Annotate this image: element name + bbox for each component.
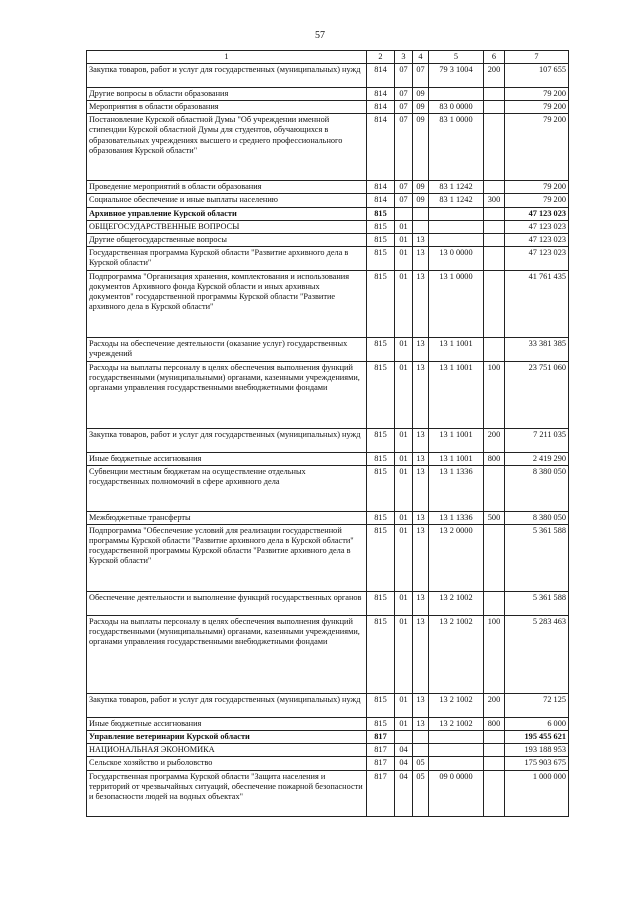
row-code-4-cell: 09 [413,114,429,181]
row-amount-cell: 41 761 435 [505,270,569,337]
row-code-6-cell [484,592,505,616]
table-row [87,220,569,233]
row-code-2-cell: 815 [367,465,395,511]
row-amount-cell: 8 380 050 [505,465,569,511]
budget-table [86,50,569,817]
row-code-5-cell [429,744,484,757]
row-code-2-cell: 814 [367,64,395,88]
row-code-3-cell: 01 [395,337,413,361]
row-amount-cell: 195 455 621 [505,731,569,744]
row-amount-cell: 5 361 588 [505,525,569,592]
row-code-2-cell: 815 [367,233,395,246]
row-name-cell: Иные бюджетные ассигнования [87,718,367,731]
row-code-2-cell: 815 [367,718,395,731]
row-code-5-cell: 13 1 1001 [429,452,484,465]
row-code-5-cell: 13 2 1002 [429,694,484,718]
column-header: 5 [429,51,484,64]
row-code-4-cell: 09 [413,194,429,207]
row-amount-cell: 79 200 [505,88,569,101]
row-code-4-cell [413,744,429,757]
row-code-2-cell: 814 [367,101,395,114]
row-code-3-cell: 04 [395,770,413,816]
row-code-2-cell: 815 [367,207,395,220]
row-code-3-cell: 01 [395,428,413,452]
table-row [87,101,569,114]
table-row [87,744,569,757]
row-code-3-cell [395,207,413,220]
row-code-4-cell: 13 [413,592,429,616]
row-name-cell: Архивное управление Курской области [87,207,367,220]
table-row [87,511,569,524]
row-code-5-cell: 83 0 0000 [429,101,484,114]
row-name-cell: Другие вопросы в области образования [87,88,367,101]
table-row [87,770,569,816]
row-amount-cell: 193 188 953 [505,744,569,757]
row-code-3-cell: 04 [395,757,413,770]
row-code-6-cell [484,114,505,181]
row-code-4-cell: 13 [413,718,429,731]
row-code-6-cell [484,465,505,511]
table-row [87,465,569,511]
table-row [87,361,569,428]
row-name-cell: Проведение мероприятий в области образования [87,181,367,194]
row-name-cell: Расходы на обеспечение деятельности (оказание услуг) государственных учреждений [87,337,367,361]
column-header: 2 [367,51,395,64]
table-row [87,246,569,270]
row-name-cell: НАЦИОНАЛЬНАЯ ЭКОНОМИКА [87,744,367,757]
table-row [87,525,569,592]
row-code-4-cell: 13 [413,511,429,524]
row-code-2-cell: 817 [367,757,395,770]
row-amount-cell: 47 123 023 [505,246,569,270]
row-name-cell: Другие общегосударственные вопросы [87,233,367,246]
row-code-5-cell: 13 2 1002 [429,718,484,731]
row-code-4-cell: 13 [413,233,429,246]
table-row [87,194,569,207]
column-header: 4 [413,51,429,64]
row-code-4-cell: 13 [413,246,429,270]
table-row [87,428,569,452]
row-name-cell: Межбюджетные трансферты [87,511,367,524]
row-code-3-cell: 01 [395,694,413,718]
row-code-5-cell: 83 1 1242 [429,181,484,194]
row-amount-cell: 5 361 588 [505,592,569,616]
row-amount-cell: 23 751 060 [505,361,569,428]
row-name-cell: Расходы на выплаты персоналу в целях обеспечения выполнения функций государственными (муниципальными) органами, казенными учреждениями, органами управления государственными внебюджетными фондами [87,361,367,428]
row-code-4-cell: 13 [413,361,429,428]
row-code-3-cell: 07 [395,64,413,88]
row-code-2-cell: 815 [367,525,395,592]
table-row [87,592,569,616]
row-code-2-cell: 817 [367,731,395,744]
table-row [87,114,569,181]
row-code-4-cell: 09 [413,181,429,194]
table-row [87,181,569,194]
row-code-5-cell: 13 1 0000 [429,270,484,337]
row-code-5-cell: 13 1 1336 [429,465,484,511]
row-code-4-cell: 05 [413,770,429,816]
row-code-3-cell: 01 [395,233,413,246]
row-code-3-cell: 07 [395,114,413,181]
table-row [87,731,569,744]
row-code-4-cell: 05 [413,757,429,770]
row-name-cell: Государственная программа Курской области "Защита населения и территорий от чрезвычайных ситуаций, обеспечение пожарной безопасности и безопасности людей на водных объектах" [87,770,367,816]
row-code-6-cell [484,757,505,770]
row-amount-cell: 79 200 [505,181,569,194]
row-name-cell: Подпрограмма "Обеспечение условий для реализации государственной программы Курской области "Развитие архивного дела в Курской области" государственной программы Курской области "Развитие архивного дела в Курской области" [87,525,367,592]
column-header: 1 [87,51,367,64]
row-code-4-cell: 13 [413,616,429,694]
row-code-5-cell [429,220,484,233]
row-code-6-cell: 500 [484,511,505,524]
row-code-3-cell: 01 [395,616,413,694]
row-code-2-cell: 814 [367,88,395,101]
row-code-5-cell [429,731,484,744]
row-code-4-cell: 13 [413,270,429,337]
column-header: 6 [484,51,505,64]
row-amount-cell: 47 123 023 [505,207,569,220]
row-code-5-cell: 13 2 1002 [429,616,484,694]
row-amount-cell: 79 200 [505,194,569,207]
row-code-2-cell: 815 [367,511,395,524]
row-name-cell: Закупка товаров, работ и услуг для государственных (муниципальных) нужд [87,64,367,88]
row-name-cell: ОБЩЕГОСУДАРСТВЕННЫЕ ВОПРОСЫ [87,220,367,233]
row-code-4-cell: 09 [413,101,429,114]
table-row [87,337,569,361]
row-code-4-cell: 13 [413,337,429,361]
row-code-5-cell [429,207,484,220]
row-code-4-cell: 13 [413,465,429,511]
row-code-2-cell: 817 [367,744,395,757]
row-code-3-cell [395,731,413,744]
row-code-3-cell: 01 [395,220,413,233]
row-code-6-cell: 100 [484,616,505,694]
row-code-6-cell: 100 [484,361,505,428]
row-code-3-cell: 01 [395,465,413,511]
row-code-3-cell: 01 [395,270,413,337]
row-amount-cell: 5 283 463 [505,616,569,694]
table-row [87,452,569,465]
row-amount-cell: 47 123 023 [505,220,569,233]
row-code-6-cell: 200 [484,694,505,718]
table-row [87,270,569,337]
row-code-4-cell: 07 [413,64,429,88]
row-code-3-cell: 07 [395,101,413,114]
row-code-4-cell [413,220,429,233]
row-name-cell: Постановление Курской областной Думы "Об учреждении именной стипендии Курской областной Думы для студентов, обучающихся в образовательных учреждениях высшего и среднего профессионального образования Курской области" [87,114,367,181]
row-code-6-cell [484,101,505,114]
row-code-3-cell: 07 [395,88,413,101]
row-code-6-cell [484,270,505,337]
table-row [87,64,569,88]
row-code-6-cell [484,525,505,592]
row-name-cell: Мероприятия в области образования [87,101,367,114]
table-row [87,207,569,220]
row-code-2-cell: 815 [367,270,395,337]
row-code-6-cell [484,731,505,744]
row-code-5-cell: 13 1 1336 [429,511,484,524]
row-code-2-cell: 815 [367,337,395,361]
table-body [87,64,569,816]
row-code-2-cell: 815 [367,361,395,428]
row-name-cell: Сельское хозяйство и рыболовство [87,757,367,770]
row-code-3-cell: 01 [395,361,413,428]
row-code-5-cell: 13 1 1001 [429,428,484,452]
row-code-2-cell: 814 [367,114,395,181]
row-code-6-cell: 800 [484,452,505,465]
row-amount-cell: 47 123 023 [505,233,569,246]
column-header: 7 [505,51,569,64]
row-code-4-cell: 13 [413,694,429,718]
table-row [87,88,569,101]
row-amount-cell: 107 655 [505,64,569,88]
row-code-4-cell [413,207,429,220]
row-code-6-cell [484,207,505,220]
row-code-5-cell: 09 0 0000 [429,770,484,816]
row-amount-cell: 175 903 675 [505,757,569,770]
row-code-2-cell: 815 [367,220,395,233]
row-code-6-cell [484,88,505,101]
table-row [87,694,569,718]
row-code-5-cell: 13 0 0000 [429,246,484,270]
row-name-cell: Расходы на выплаты персоналу в целях обеспечения выполнения функций государственными (муниципальными) органами, казенными учреждениями, органами управления государственными внебюджетными фондами [87,616,367,694]
row-code-5-cell: 13 2 0000 [429,525,484,592]
row-code-3-cell: 01 [395,511,413,524]
row-code-5-cell: 83 1 1242 [429,194,484,207]
row-code-5-cell: 13 2 1002 [429,592,484,616]
table-header-row [87,51,569,64]
row-amount-cell: 1 000 000 [505,770,569,816]
row-code-3-cell: 01 [395,718,413,731]
row-code-3-cell: 07 [395,181,413,194]
row-code-6-cell: 800 [484,718,505,731]
row-code-5-cell [429,233,484,246]
row-name-cell: Закупка товаров, работ и услуг для государственных (муниципальных) нужд [87,428,367,452]
row-name-cell: Управление ветеринарии Курской области [87,731,367,744]
row-code-5-cell: 13 1 1001 [429,337,484,361]
row-name-cell: Иные бюджетные ассигнования [87,452,367,465]
row-amount-cell: 72 125 [505,694,569,718]
row-code-2-cell: 815 [367,616,395,694]
row-code-6-cell: 300 [484,194,505,207]
table-row [87,757,569,770]
row-code-5-cell: 83 1 0000 [429,114,484,181]
table-row [87,718,569,731]
row-code-4-cell: 13 [413,428,429,452]
row-code-6-cell [484,337,505,361]
row-code-3-cell: 01 [395,452,413,465]
row-code-6-cell [484,770,505,816]
row-name-cell: Подпрограмма "Организация хранения, комплектования и использования документов Архивного фонда Курской области и иных архивных документов" государственной программы Курской области "Развитие архивного дела в Курской области" [87,270,367,337]
row-code-2-cell: 814 [367,181,395,194]
row-amount-cell: 7 211 035 [505,428,569,452]
row-amount-cell: 6 000 [505,718,569,731]
row-code-2-cell: 815 [367,592,395,616]
row-code-3-cell: 01 [395,592,413,616]
table-row [87,616,569,694]
row-name-cell: Субвенции местным бюджетам на осуществление отдельных государственных полномочий в сфере архивного дела [87,465,367,511]
row-amount-cell: 79 200 [505,101,569,114]
row-code-3-cell: 01 [395,246,413,270]
table-row [87,233,569,246]
row-code-4-cell [413,731,429,744]
row-code-6-cell [484,744,505,757]
column-header: 3 [395,51,413,64]
row-code-4-cell: 13 [413,452,429,465]
row-code-2-cell: 815 [367,428,395,452]
row-code-2-cell: 815 [367,452,395,465]
row-name-cell: Социальное обеспечение и иные выплаты населению [87,194,367,207]
row-code-2-cell: 814 [367,194,395,207]
row-code-5-cell [429,88,484,101]
row-amount-cell: 79 200 [505,114,569,181]
row-code-6-cell [484,246,505,270]
row-code-2-cell: 817 [367,770,395,816]
row-code-5-cell: 13 1 1001 [429,361,484,428]
row-code-2-cell: 815 [367,694,395,718]
row-name-cell: Закупка товаров, работ и услуг для государственных (муниципальных) нужд [87,694,367,718]
row-code-2-cell: 815 [367,246,395,270]
page-number: 57 [315,30,325,41]
row-code-6-cell [484,220,505,233]
row-code-5-cell [429,757,484,770]
row-code-3-cell: 01 [395,525,413,592]
row-amount-cell: 8 380 050 [505,511,569,524]
row-code-6-cell [484,181,505,194]
row-name-cell: Обеспечение деятельности и выполнение функций государственных органов [87,592,367,616]
row-code-6-cell: 200 [484,428,505,452]
row-amount-cell: 2 419 290 [505,452,569,465]
row-code-5-cell: 79 3 1004 [429,64,484,88]
row-code-4-cell: 09 [413,88,429,101]
row-name-cell: Государственная программа Курской области "Развитие архивного дела в Курской области" [87,246,367,270]
row-code-3-cell: 07 [395,194,413,207]
row-code-3-cell: 04 [395,744,413,757]
row-code-4-cell: 13 [413,525,429,592]
row-code-6-cell [484,233,505,246]
row-code-6-cell: 200 [484,64,505,88]
row-amount-cell: 33 381 385 [505,337,569,361]
